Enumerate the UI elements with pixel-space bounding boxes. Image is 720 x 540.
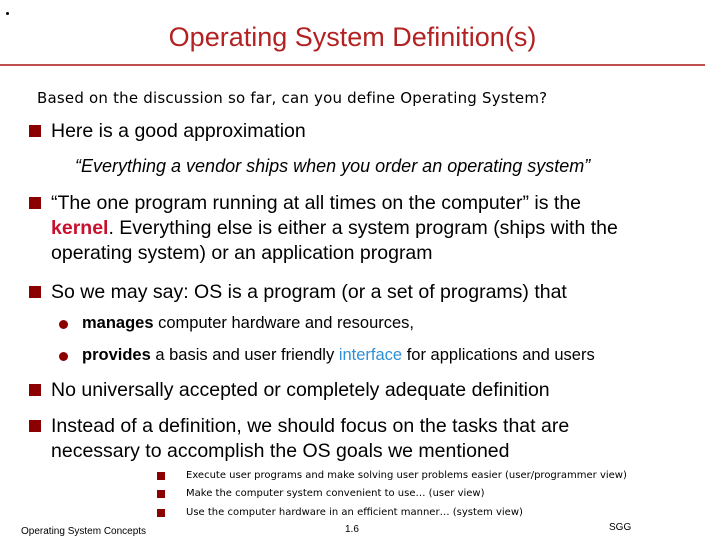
round-bullet-icon <box>59 320 68 329</box>
square-bullet-icon <box>29 197 41 209</box>
keyword-interface: interface <box>338 346 403 364</box>
keyword-manages: manages <box>82 314 154 332</box>
footer-page-number: 1.6 <box>345 524 359 535</box>
small-square-bullet-icon <box>157 490 165 498</box>
square-bullet-icon <box>29 384 41 396</box>
sub-provides: provides a basis and user friendly interface for applications and users <box>82 346 595 364</box>
bullet-tasks-line2: necessary to accomplish the OS goals we mentioned <box>51 440 510 462</box>
keyword-kernel: kernel <box>51 217 109 239</box>
goal-item: Make the computer system convenient to use… (user view) <box>186 488 485 499</box>
title-divider <box>0 64 705 66</box>
sub-manages: manages computer hardware and resources, <box>82 314 415 332</box>
goal-item: Use the computer hardware in an efficient manner… (system view) <box>186 507 523 518</box>
bullet-approximation: Here is a good approximation <box>51 120 306 142</box>
bullet-no-definition: No universally accepted or completely adequate definition <box>51 379 550 401</box>
slide-title: Operating System Definition(s) <box>168 22 537 52</box>
square-bullet-icon <box>29 125 41 137</box>
square-bullet-icon <box>29 286 41 298</box>
vendor-quote: “Everything a vendor ships when you order an operating system” <box>75 156 591 176</box>
intro-question: Based on the discussion so far, can you define Operating System? <box>37 89 548 107</box>
goal-item: Execute user programs and make solving user problems easier (user/programmer view) <box>186 470 627 481</box>
small-square-bullet-icon <box>157 509 165 517</box>
keyword-provides: provides <box>82 346 151 364</box>
bullet-kernel-line2: kernel. Everything else is either a system program (ships with the <box>51 217 618 239</box>
bullet-kernel-line1: “The one program running at all times on the computer” is the <box>51 192 582 214</box>
small-square-bullet-icon <box>157 472 165 480</box>
bullet-tasks-line1: Instead of a definition, we should focus on the tasks that are <box>51 415 570 437</box>
bullet-kernel-line3: operating system) or an application program <box>51 242 433 264</box>
square-bullet-icon <box>29 420 41 432</box>
bullet-os-program: So we may say: OS is a program (or a set of programs) that <box>51 281 567 303</box>
footer-author: SGG <box>609 522 632 533</box>
footer-course: Operating System Concepts <box>21 526 147 537</box>
corner-dot <box>6 12 9 15</box>
round-bullet-icon <box>59 352 68 361</box>
